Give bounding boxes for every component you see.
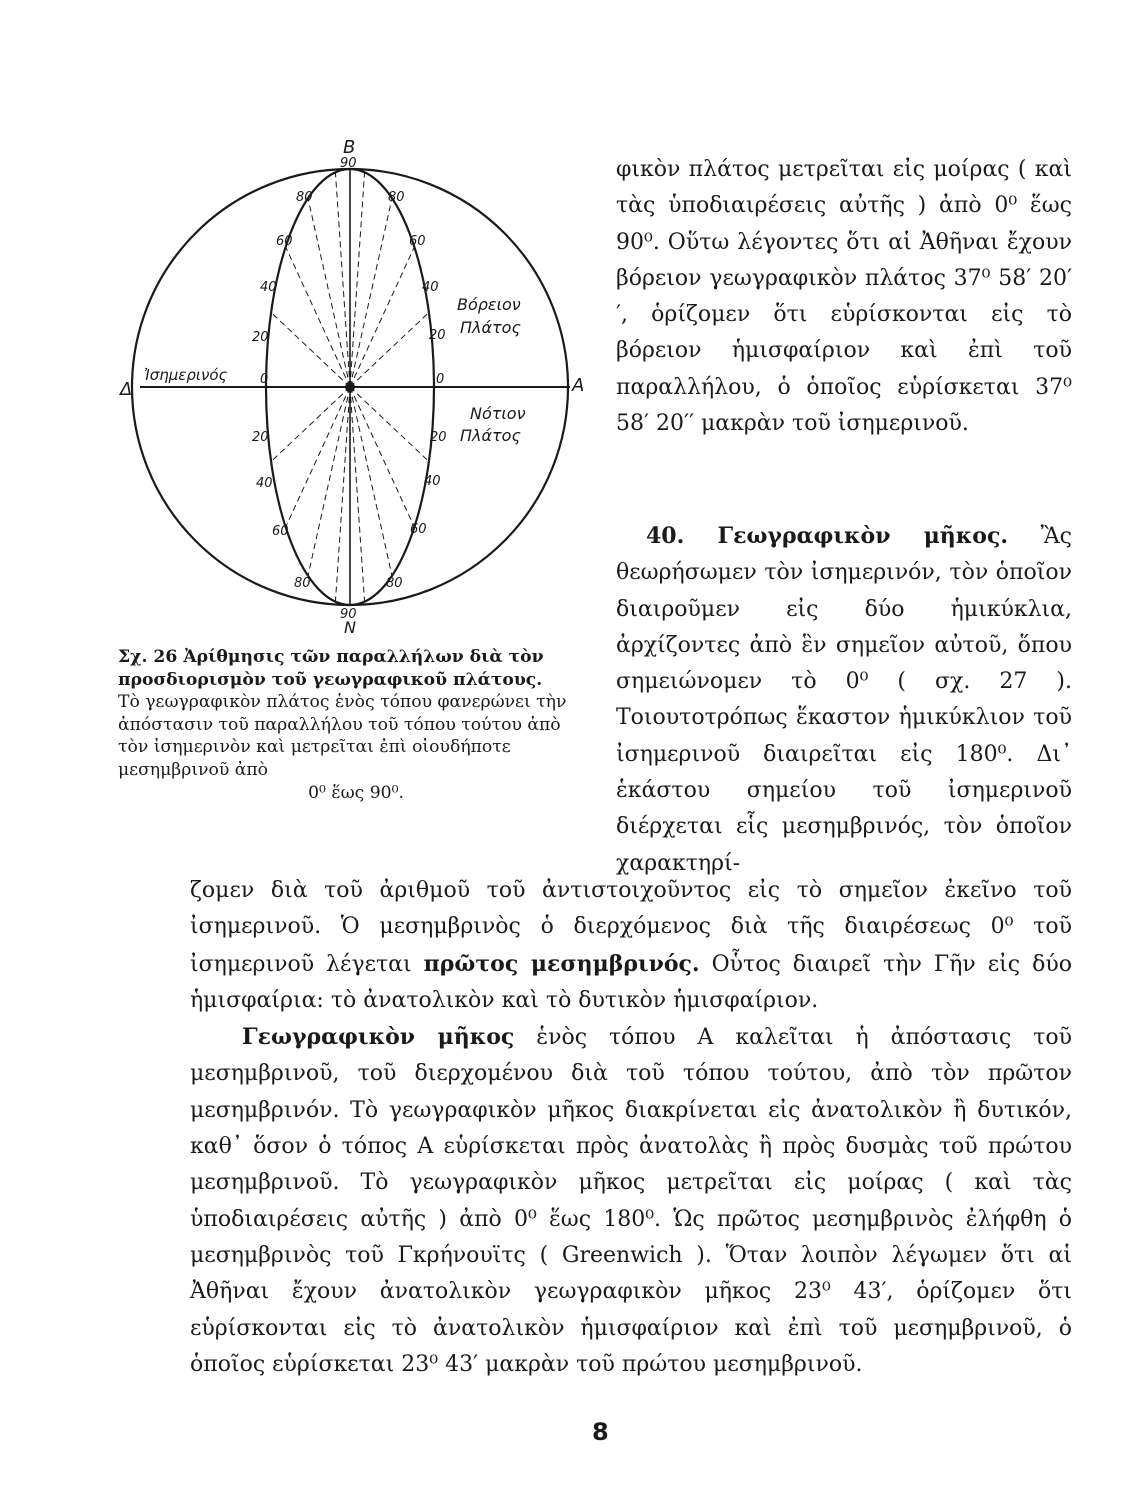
caption-title: Σχ. 26 Ἀρίθμησις τῶν παραλλήλων διὰ τὸν προσδιορισμὸν τοῦ γεωγραφικοῦ πλάτους. bbox=[118, 647, 544, 690]
full-width-text bbox=[190, 873, 1072, 1383]
top-90-label: 90 bbox=[340, 156, 357, 171]
figure-caption bbox=[118, 646, 594, 804]
latitude-ray bbox=[271, 312, 350, 387]
caption-range: 0⁰ ἕως 90⁰. bbox=[308, 782, 404, 803]
bottom-90-label: 90 bbox=[340, 607, 357, 622]
prime-meridian-text-b: Οὗτος διαιρεῖ τὴν Γῆν εἰς δύο ἡμισφαίρια: τὸ ἀνατολικὸν καὶ τὸ δυτικὸν ἡμισφαίριον. bbox=[190, 951, 1072, 1013]
latitude-ray bbox=[286, 387, 350, 527]
lat-80-right-top: 80 bbox=[388, 190, 405, 205]
north-latitude-label-2: Πλάτος bbox=[460, 318, 521, 337]
lat-0-right: 0 bbox=[436, 372, 445, 387]
figure-26 bbox=[100, 135, 600, 655]
latitude-ray bbox=[350, 387, 429, 462]
lat-80-left-top: 80 bbox=[296, 190, 313, 205]
lat-60-left-top: 60 bbox=[276, 234, 293, 249]
lat-60-right-bottom: 60 bbox=[410, 522, 427, 537]
north-latitude-label-1: Βόρειον bbox=[457, 295, 521, 314]
longitude-term: Γεωγραφικὸν μῆκος bbox=[242, 1024, 515, 1051]
lat-40-right-bottom: 40 bbox=[424, 474, 441, 489]
latitude-ray bbox=[350, 312, 429, 387]
latitude-ray bbox=[286, 247, 350, 387]
paragraph-longitude bbox=[190, 1019, 1072, 1383]
latitude-paragraph: φικὸν πλάτος μετρεῖται εἰς μοίρας ( καὶ τὰς ὑποδιαιρέσεις αὐτῆς ) ἀπὸ 0⁰ ἕως 90⁰. Οὕτω λέγοντες ὅτι αἱ Ἀθῆναι ἔχουν βόρειον γεωγραφικὸν πλάτος 37⁰ 58′ 20′′, ὁρίζομεν ὅτι εὑρίσκονται εἰς τὸ βόρειον ἡμισφαίριον καὶ ἐπὶ τοῦ παραλλήλου, ὁ ὁποῖος εὑρίσκεται 37⁰ 58′ 20′′ μακρὰν τοῦ ἰσημερινοῦ. bbox=[616, 157, 1072, 437]
south-label: N bbox=[344, 618, 356, 637]
lat-40-left-bottom: 40 bbox=[256, 476, 273, 491]
lat-20-right-bottom: 20 bbox=[430, 430, 447, 445]
lat-20-right-top: 20 bbox=[429, 328, 446, 343]
equator-label: Ἰσημερινός bbox=[144, 366, 228, 384]
latitude-ray bbox=[271, 387, 350, 462]
section-heading: 40. Γεωγραφικὸν μῆκος. bbox=[646, 523, 1009, 549]
lat-20-left-top: 20 bbox=[252, 330, 269, 345]
east-label: A bbox=[572, 375, 585, 396]
longitude-text: ἑνὸς τόπου Α καλεῖται ἡ ἀπόστασις τοῦ μεσημβρινοῦ, τοῦ διερχομένου διὰ τοῦ τόπου τούτου, ἀπὸ τὸν πρῶτον μεσημβρινόν. Τὸ γεωγραφικὸν μῆκος διακρίνεται εἰς ἀνατολικὸν ἢ δυτικόν, καθ᾿ ὅσον ὁ τόπος Α εὑρίσκεται πρὸς ἀνατολὰς ἢ πρὸς δυσμὰς τοῦ πρώτου μεσημβρινοῦ. Τὸ γεωγραφικὸν μῆκος μετρεῖται εἰς μοίρας ( καὶ τὰς ὑποδιαιρέσεις αὐτῆς ) ἀπὸ 0⁰ ἕως 180⁰. Ὡς πρῶτος μεσημβρινὸς ἐλήφθη ὁ μεσημβρινὸς τοῦ Γκρήνουϊτς ( Greenwich ). Ὅταν λοιπὸν λέγωμεν ὅτι αἱ Ἀθῆναι ἔχουν ἀνατολικὸν γεωγραφικὸν μῆκος 23⁰ 43′, ὁρίζομεν ὅτι εὑρίσκονται εἰς τὸ ἀνατολικὸν ἡμισφαίριον καὶ ἐπὶ τοῦ μεσημβρινοῦ, ὁ ὁποῖος εὑρίσκεται 23⁰ 43′ μακρὰν τοῦ πρώτου μεσημβρινοῦ. bbox=[190, 1025, 1072, 1377]
right-column-text bbox=[616, 152, 1072, 442]
section-paragraph bbox=[616, 518, 1072, 882]
section-intro-text: Ἂς θεωρήσωμεν τὸν ἰσημερινόν, τὸν ὁποῖον διαιροῦμεν εἰς δύο ἡμικύκλια, ἀρχίζοντες ἀπὸ ἓν σημεῖον αὐτοῦ, ὅπου σημειώνομεν τὸ 0⁰ ( σχ. 27 ). Τοιουτοτρόπως ἕκαστον ἡμικύκλιον τοῦ ἰσημερινοῦ διαιρεῖται εἰς 180⁰. Δι᾿ ἑκάστου σημείου τοῦ ἰσημερινοῦ διέρχεται εἷς μεσημβρινός, τὸν ὁποῖον χαρακτηρί- bbox=[616, 524, 1072, 876]
lat-0-left: 0 bbox=[260, 372, 269, 387]
page-number: 8 bbox=[592, 1418, 609, 1446]
prime-meridian-term: πρῶτος μεσημβρινός. bbox=[423, 950, 700, 977]
west-label: Δ bbox=[120, 379, 133, 400]
lat-40-right-top: 40 bbox=[422, 280, 439, 295]
paragraph-prime-meridian bbox=[190, 873, 1072, 1019]
south-latitude-label-2: Πλάτος bbox=[460, 426, 521, 445]
lat-80-right-bottom: 80 bbox=[386, 576, 403, 591]
globe-latitude-diagram bbox=[100, 135, 600, 655]
lat-60-right-top: 60 bbox=[409, 234, 426, 249]
section-40 bbox=[616, 518, 1072, 882]
center-point bbox=[345, 382, 355, 392]
prime-meridian-text-a: ζομεν διὰ τοῦ ἀριθμοῦ τοῦ ἀντιστοιχοῦντος εἰς τὸ σημεῖον ἐκεῖνο τοῦ ἰσημερινοῦ. Ὁ μεσημβρινὸς ὁ διερχόμενος διὰ τῆς διαιρέσεως 0⁰ τοῦ ἰσημερινοῦ λέγεται bbox=[190, 878, 1072, 977]
caption-body: Τὸ γεωγραφικὸν πλάτος ἑνὸς τόπου φανερώνει τὴν ἀπόστασιν τοῦ παραλλήλου τοῦ τόπου τούτου ἀπὸ τὸν ἰσημερινὸν καὶ μετρεῖται ἐπὶ οἱουδήποτε μεσημβρινοῦ ἀπὸ bbox=[118, 692, 567, 780]
lat-40-left-top: 40 bbox=[260, 280, 277, 295]
south-latitude-label-1: Νότιον bbox=[470, 404, 526, 423]
latitude-ray bbox=[350, 387, 414, 527]
north-label: B bbox=[343, 137, 356, 158]
lat-80-left-bottom: 80 bbox=[294, 576, 311, 591]
lat-20-left-bottom: 20 bbox=[252, 430, 269, 445]
latitude-ray bbox=[350, 247, 414, 387]
lat-60-left-bottom: 60 bbox=[272, 524, 289, 539]
